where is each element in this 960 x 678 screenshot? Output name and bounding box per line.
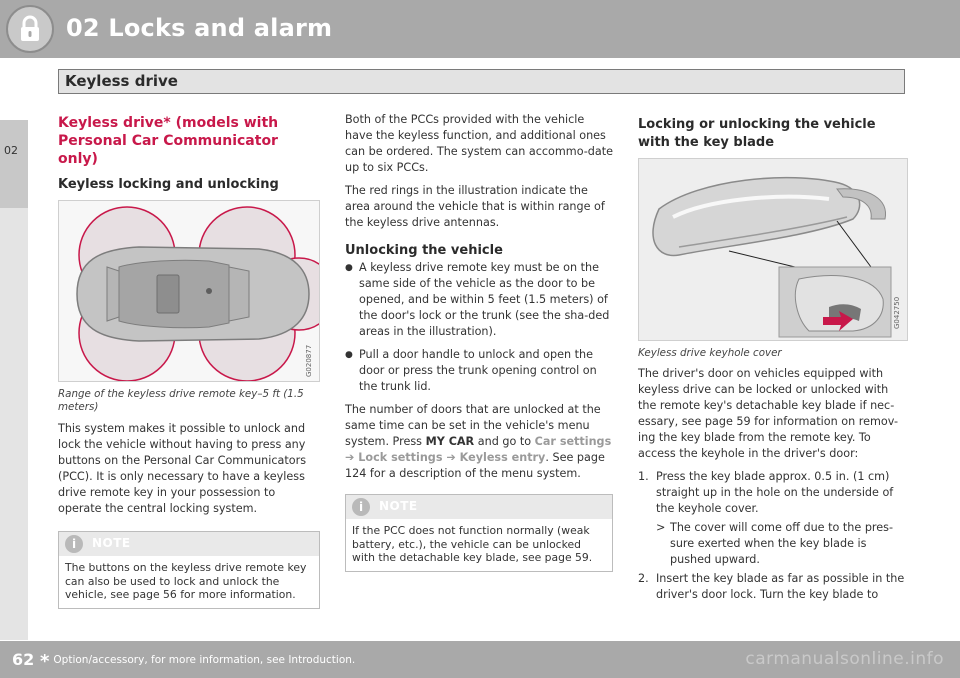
footer-note bbox=[40, 651, 355, 672]
key-blade-heading: Locking or unlocking the vehicle with the key blade bbox=[638, 117, 876, 150]
page-number: 62 bbox=[12, 650, 35, 669]
footer-note-text: Option/accessory, for more information, see Introduction. bbox=[53, 654, 356, 666]
step-number: 1. bbox=[638, 470, 649, 483]
side-tab bbox=[0, 120, 28, 208]
section-bar bbox=[58, 69, 905, 94]
step-result bbox=[656, 520, 908, 568]
keyless-paragraph: This system makes it possible to unlock and lock the vehicle without having to press any buttons on the Personal Car Communicators (PCC). It is only necessary to have a keyless drive remote key in your possession to operate the central locking system. bbox=[58, 422, 307, 515]
step-item bbox=[638, 469, 908, 568]
arrow-right-icon: ➔ bbox=[442, 451, 460, 464]
car-top-view-illustration bbox=[59, 201, 320, 382]
footer-band bbox=[0, 641, 960, 678]
note-label: NOTE bbox=[92, 536, 131, 550]
chapter-title: 02 Locks and alarm bbox=[66, 14, 333, 42]
figure-code: G020877 bbox=[305, 344, 313, 377]
arrow-right-icon: ➔ bbox=[345, 451, 359, 464]
doors-text-start: The number of doors that are unlocked at the same time can be set in the vehicle's menu system. Press bbox=[345, 403, 601, 448]
key-blade-paragraph: The driver's door on vehicles equipped with keyless drive can be locked or unlocked with the remote key's detachable key blade if nec-essary, see page 59 for information on remov-ing the key blade from the remote key. To access the keyhole in the driver's door: bbox=[638, 367, 899, 460]
menu-keyless-entry: Keyless entry bbox=[459, 451, 546, 464]
my-car-button-label: MY CAR bbox=[425, 435, 475, 448]
bullet-item: ● A keyless drive remote key must be on the same side of the vehicle as the door to be opened, and be within 5 feet (1.5 meters) of the door's lock or the trunk (see the sha-ded areas in the illustration). bbox=[345, 260, 613, 340]
step-item bbox=[638, 571, 908, 603]
menu-lock-settings: Lock settings bbox=[358, 451, 443, 464]
note-box-2 bbox=[345, 494, 613, 572]
unlocking-bullets bbox=[345, 260, 613, 395]
menu-car-settings: Car settings bbox=[534, 435, 612, 448]
keyless-range-figure bbox=[58, 200, 320, 382]
note-header bbox=[59, 532, 319, 556]
doors-paragraph bbox=[345, 402, 613, 482]
note-box-1 bbox=[58, 531, 320, 609]
note-text: The buttons on the keyless drive remote key can also be used to lock and unlock the vehicle, see page 56 for more information. bbox=[65, 561, 307, 601]
side-strip bbox=[0, 208, 28, 640]
unlocking-subheading: Unlocking the vehicle bbox=[345, 243, 503, 258]
keyless-locking-subheading: Keyless locking and unlocking bbox=[58, 177, 279, 192]
result-marker: > bbox=[656, 521, 666, 534]
header-band bbox=[0, 0, 960, 58]
figure-code: G042750 bbox=[893, 296, 901, 329]
note-header bbox=[346, 495, 612, 519]
pcc-paragraph: Both of the PCCs provided with the vehicle have the keyless function, and additional ones can be ordered. The system can accommo-date up to six PCCs. bbox=[345, 113, 614, 174]
step-text: Press the key blade approx. 0.5 in. (1 cm) straight up in the hole on the underside of the keyhole cover. bbox=[656, 470, 894, 515]
section-title: Keyless drive bbox=[65, 72, 178, 90]
column-2 bbox=[345, 112, 613, 572]
column-3 bbox=[638, 112, 908, 606]
key-blade-steps bbox=[638, 469, 908, 603]
info-icon: i bbox=[65, 535, 83, 553]
keyhole-cover-figure bbox=[638, 158, 908, 341]
keyless-drive-heading: Keyless drive* (models with Personal Car Communicator only) bbox=[58, 115, 279, 167]
doors-text-mid: and go to bbox=[474, 435, 535, 448]
figure-caption: Keyless drive keyhole cover bbox=[638, 347, 782, 359]
step-text: Insert the key blade as far as possible in the driver's door lock. Turn the key blade to bbox=[656, 572, 905, 601]
padlock-icon bbox=[6, 5, 54, 53]
door-handle-illustration bbox=[639, 159, 908, 341]
footer-star: * bbox=[40, 651, 50, 672]
red-rings-paragraph: The red rings in the illustration indicate the area around the vehicle that is within range of the keyless drive antennas. bbox=[345, 184, 605, 229]
note-label: NOTE bbox=[379, 499, 418, 513]
watermark: carmanualsonline.info bbox=[745, 649, 944, 669]
column-1 bbox=[58, 112, 320, 609]
figure-caption: Range of the keyless drive remote key–5 ft (1.5 meters) bbox=[58, 388, 304, 413]
bullet-item: ● Pull a door handle to unlock and open the door or press the trunk opening control on the trunk lid. bbox=[345, 347, 613, 395]
note-text: If the PCC does not function normally (weak battery, etc.), the vehicle can be unlocked with the detachable key blade, see page 59. bbox=[352, 524, 593, 564]
side-tab-label: 02 bbox=[4, 144, 18, 157]
info-icon: i bbox=[352, 498, 370, 516]
step-result-text: The cover will come off due to the pres-sure exerted when the key blade is pushed upward. bbox=[670, 521, 894, 566]
step-number: 2. bbox=[638, 572, 649, 585]
doors-text-end: . See page 124 for a description of the menu system. bbox=[345, 451, 605, 480]
